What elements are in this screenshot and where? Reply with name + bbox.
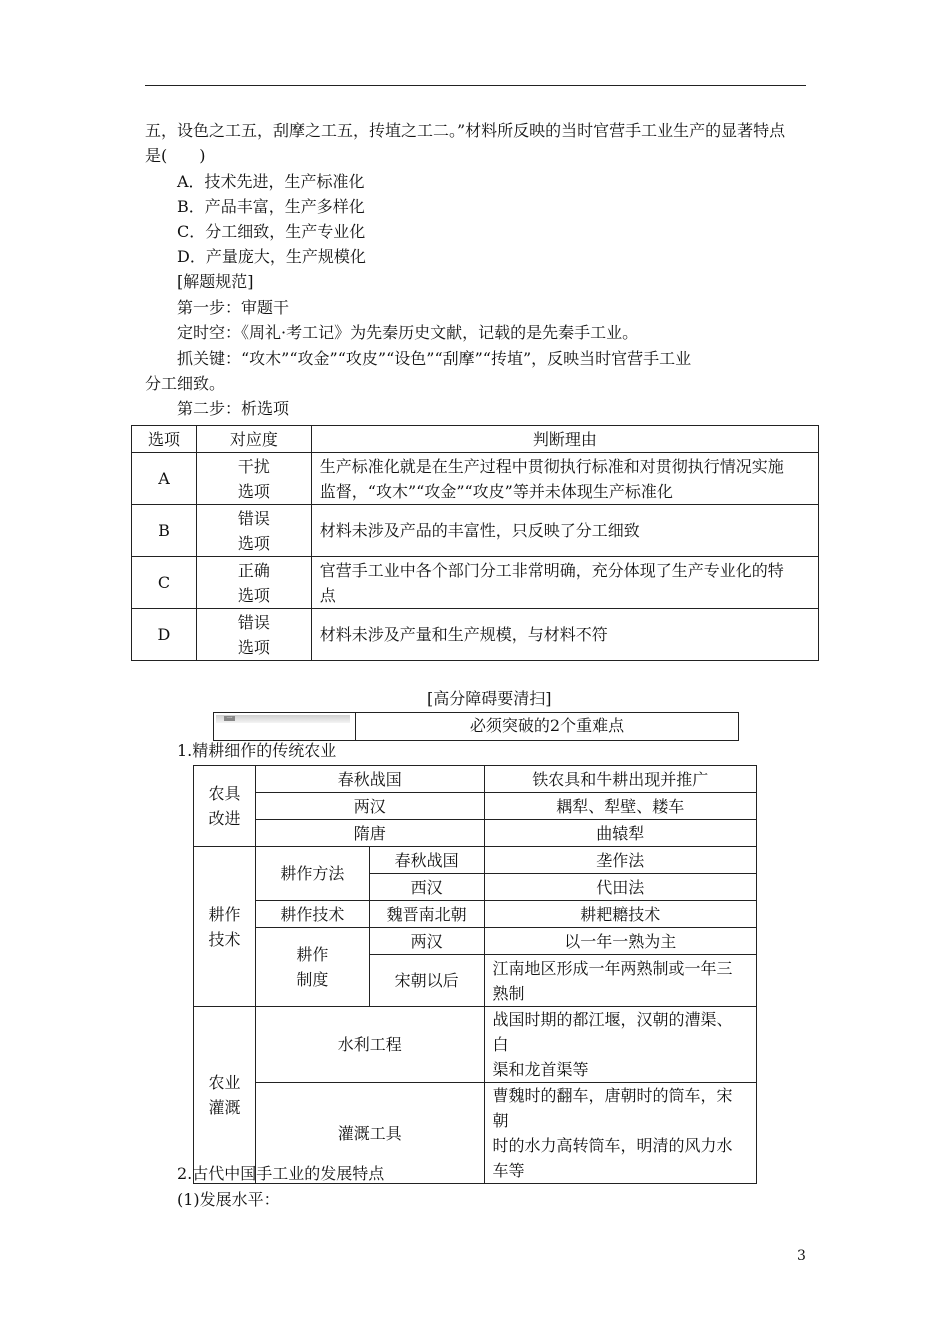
row-degree: 正确 选项	[196, 557, 311, 609]
content-cell: 曹魏时的翻车，唐朝时的筒车，宋朝 时的水力高转筒车，明清的风力水 车等	[484, 1083, 756, 1184]
content-cell: 曲辕犁	[484, 820, 756, 847]
option-c: C．分工细致，生产专业化	[177, 222, 366, 241]
header-option: 选项	[132, 426, 197, 453]
row-degree: 干扰 选项	[196, 453, 311, 505]
skill-label: 耕作技术	[255, 901, 369, 928]
content-cell: 代田法	[484, 874, 756, 901]
table-row	[132, 453, 819, 505]
section-title: [高分障碍要清扫]	[427, 689, 552, 708]
system-label: 耕作 制度	[255, 928, 369, 1007]
option-analysis-table	[131, 425, 819, 661]
row-degree: 错误 选项	[196, 505, 311, 557]
content-cell: 铁农具和牛耕出现并推广	[484, 766, 756, 793]
table-row	[132, 505, 819, 557]
table-row	[194, 928, 757, 955]
question-text-line-1: 五，设色之工五，刮摩之工五，抟埴之工二。”材料所反映的当时官营手工业生产的显著特点	[145, 121, 786, 140]
header-reason: 判断理由	[311, 426, 818, 453]
irrigation-tool-label: 灌溉工具	[255, 1083, 484, 1184]
row-option: D	[132, 609, 197, 661]
table-row	[194, 847, 757, 874]
option-d: D．产量庞大，生产规模化	[177, 247, 366, 266]
item-one-heading: 1.精耕细作的传统农业	[177, 741, 337, 760]
tech-label: 耕作 技术	[194, 847, 256, 1007]
tag-marker-cell	[214, 713, 356, 740]
item-two-subheading: (1)发展水平：	[177, 1190, 280, 1209]
agriculture-table	[193, 765, 757, 1184]
header-degree: 对应度	[196, 426, 311, 453]
content-cell: 战国时期的都江堰，汉朝的漕渠、白 渠和龙首渠等	[484, 1007, 756, 1083]
time-space-line: 定时空：《周礼·考工记》为先秦历史文献，记载的是先秦手工业。	[177, 323, 639, 342]
question-text-line-2: 是( )	[145, 146, 206, 165]
table-header-row	[132, 426, 819, 453]
step-two: 第二步：析选项	[177, 399, 290, 418]
period-cell: 春秋战国	[369, 847, 484, 874]
period-cell: 两汉	[369, 928, 484, 955]
tools-label: 农具 改进	[194, 766, 256, 847]
period-cell: 西汉	[369, 874, 484, 901]
header-rule	[145, 85, 806, 86]
content-cell: 耕耙耱技术	[484, 901, 756, 928]
key-line-2: 分工细致。	[145, 374, 226, 393]
period-cell: 宋朝以后	[369, 955, 484, 1007]
option-b: B．产品丰富，生产多样化	[177, 197, 365, 216]
period-cell: 两汉	[255, 793, 484, 820]
row-option: C	[132, 557, 197, 609]
row-reason: 材料未涉及产品的丰富性，只反映了分工细致	[311, 505, 818, 557]
option-a: A．技术先进，生产标准化	[177, 172, 365, 191]
tag-title: 必须突破的2个重难点	[469, 716, 625, 735]
period-cell: 隋唐	[255, 820, 484, 847]
item-two-heading: 2.古代中国手工业的发展特点	[177, 1164, 385, 1183]
irrigation-label: 农业 灌溉	[194, 1007, 256, 1184]
content-cell: 垄作法	[484, 847, 756, 874]
table-row	[194, 901, 757, 928]
step-one: 第一步：审题干	[177, 298, 290, 317]
table-row	[194, 766, 757, 793]
key-line-1: 抓关键：“攻木”“攻金”“攻皮”“设色”“刮摩”“抟埴”，反映当时官营手工业	[177, 349, 692, 368]
row-reason: 生产标准化就是在生产过程中贯彻执行标准和对贯彻执行情况实施 监督，“攻木”“攻金”“攻皮”等并未体现生产标准化	[311, 453, 818, 505]
table-row	[194, 820, 757, 847]
table-row	[194, 793, 757, 820]
period-cell: 春秋战国	[255, 766, 484, 793]
content-cell: 耦犁、犁壁、耧车	[484, 793, 756, 820]
content-cell: 以一年一熟为主	[484, 928, 756, 955]
solution-heading: [解题规范]	[177, 272, 254, 291]
method-label: 耕作方法	[255, 847, 369, 901]
row-reason: 材料未涉及产量和生产规模，与材料不符	[311, 609, 818, 661]
row-reason: 官营手工业中各个部门分工非常明确，充分体现了生产专业化的特 点	[311, 557, 818, 609]
period-cell: 魏晋南北朝	[369, 901, 484, 928]
table-row	[194, 1007, 757, 1083]
tag-number: 一	[224, 716, 235, 721]
row-option: B	[132, 505, 197, 557]
row-degree: 错误 选项	[196, 609, 311, 661]
page-number: 3	[797, 1248, 806, 1264]
row-option: A	[132, 453, 197, 505]
project-label: 水利工程	[255, 1007, 484, 1083]
table-row	[132, 557, 819, 609]
key-points-tag	[213, 712, 739, 741]
content-cell: 江南地区形成一年两熟制或一年三 熟制	[484, 955, 756, 1007]
tag-banner	[216, 715, 350, 723]
table-row	[132, 609, 819, 661]
